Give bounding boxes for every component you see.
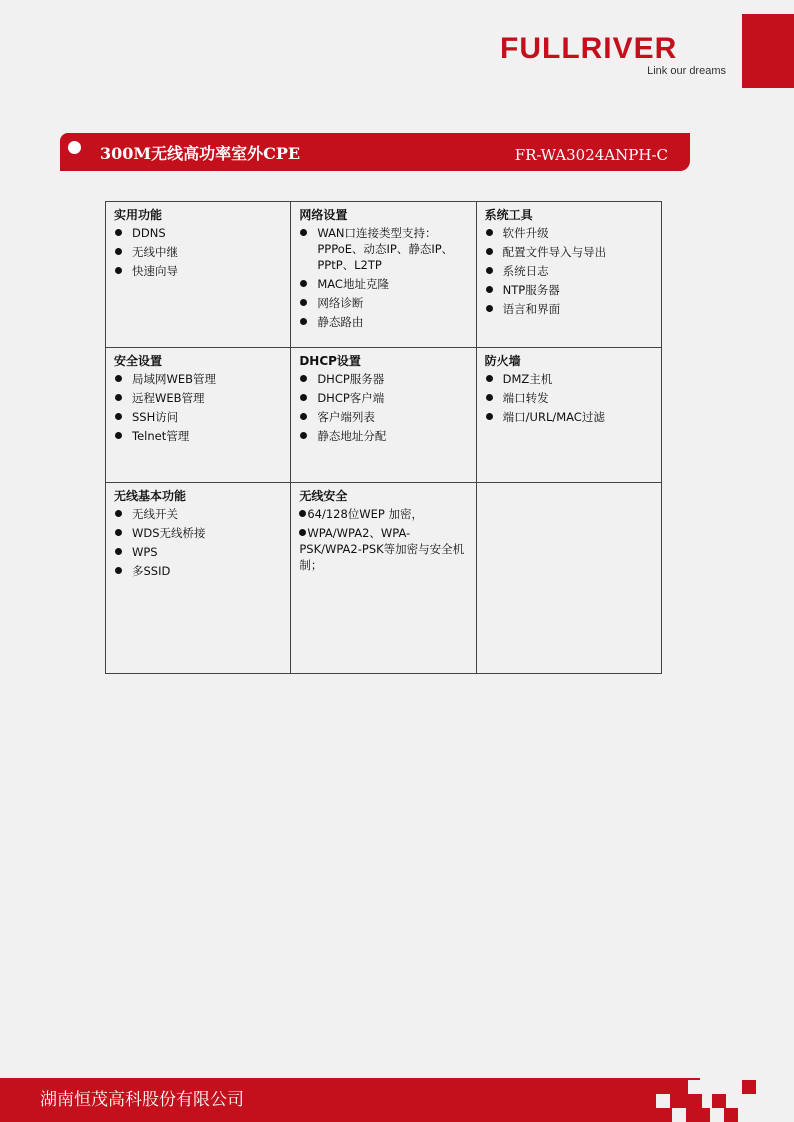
decor-square (724, 1108, 738, 1122)
feature-cell (291, 483, 476, 674)
decor-square (656, 1094, 670, 1108)
decor-square (712, 1094, 726, 1108)
list-item: MAC地址克隆 (299, 276, 467, 292)
decor-square (688, 1094, 702, 1108)
table-row (106, 202, 662, 348)
table-row (106, 483, 662, 674)
list-item (299, 525, 467, 573)
list-item: WDS无线桥接 (114, 525, 282, 541)
list-item: 远程WEB管理 (114, 390, 282, 406)
decor-square (742, 1080, 756, 1094)
list-item: WPS (114, 544, 282, 560)
corner-accent-block (742, 14, 794, 88)
decor-square (688, 1080, 702, 1094)
empty-cell (476, 483, 661, 674)
decor-square (656, 1080, 670, 1094)
list-item: 端口转发 (485, 390, 653, 406)
list-item: 无线中继 (114, 244, 282, 260)
feature-cell (291, 348, 476, 483)
section-title: 无线安全 (299, 489, 348, 503)
decor-square (672, 1108, 686, 1122)
section-title: 系统工具 (484, 208, 533, 222)
bullet-icon (299, 510, 306, 517)
list-item: 网络诊断 (299, 295, 467, 311)
section-title: 安全设置 (114, 354, 163, 368)
list-item-text: WPA/WPA2、WPA-PSK/WPA2-PSK等加密与安全机制； (299, 526, 465, 572)
list-item: 局域网WEB管理 (114, 371, 282, 387)
list-item: NTP服务器 (485, 282, 653, 298)
section-title: 实用功能 (114, 208, 163, 222)
feature-cell (476, 348, 661, 483)
list-item: WAN口连接类型支持：PPPoE、动态IP、静态IP、PPtP、L2TP (299, 225, 467, 273)
section-title: 防火墙 (484, 354, 521, 368)
footer-bar (0, 1078, 700, 1122)
list-item: 快速向导 (114, 263, 282, 279)
list-item: 无线开关 (114, 506, 282, 522)
product-model: FR-WA3024ANPH-C (514, 146, 668, 164)
list-item: 多SSID (114, 563, 282, 579)
feature-cell (476, 202, 661, 348)
list-item: DMZ主机 (485, 371, 653, 387)
feature-cell (106, 348, 291, 483)
section-title: DHCP设置 (299, 354, 361, 368)
list-item: 静态路由 (299, 314, 467, 330)
list-item: 语言和界面 (485, 301, 653, 317)
feature-cell (291, 202, 476, 348)
decor-square (672, 1080, 686, 1094)
list-item: 系统日志 (485, 263, 653, 279)
bullet-icon (68, 141, 81, 154)
feature-cell (106, 202, 291, 348)
list-item: 配置文件导入与导出 (485, 244, 653, 260)
decor-square (656, 1108, 670, 1122)
bullet-icon (299, 529, 306, 536)
feature-table (105, 201, 662, 674)
fullriver-logo (500, 32, 730, 82)
list-item (299, 506, 467, 522)
logo-wordmark: FULLRIVER (500, 32, 678, 65)
product-title-bar (60, 133, 690, 171)
list-item: 软件升级 (485, 225, 653, 241)
list-item-text: 64/128位WEP 加密， (307, 507, 424, 521)
table-row (106, 348, 662, 483)
section-title: 网络设置 (299, 208, 348, 222)
list-item: 静态地址分配 (299, 428, 467, 444)
section-title: 无线基本功能 (114, 489, 187, 503)
logo-tagline: Link our dreams (647, 65, 726, 77)
product-name: 300M无线高功率室外CPE (100, 144, 301, 163)
decor-square (696, 1108, 710, 1122)
feature-cell (106, 483, 291, 674)
list-item: DDNS (114, 225, 282, 241)
list-item: Telnet管理 (114, 428, 282, 444)
list-item: SSH访问 (114, 409, 282, 425)
company-name: 湖南恒茂高科股份有限公司 (40, 1090, 244, 1110)
list-item: 客户端列表 (299, 409, 467, 425)
list-item: DHCP客户端 (299, 390, 467, 406)
list-item: 端口/URL/MAC过滤 (485, 409, 653, 425)
list-item: DHCP服务器 (299, 371, 467, 387)
